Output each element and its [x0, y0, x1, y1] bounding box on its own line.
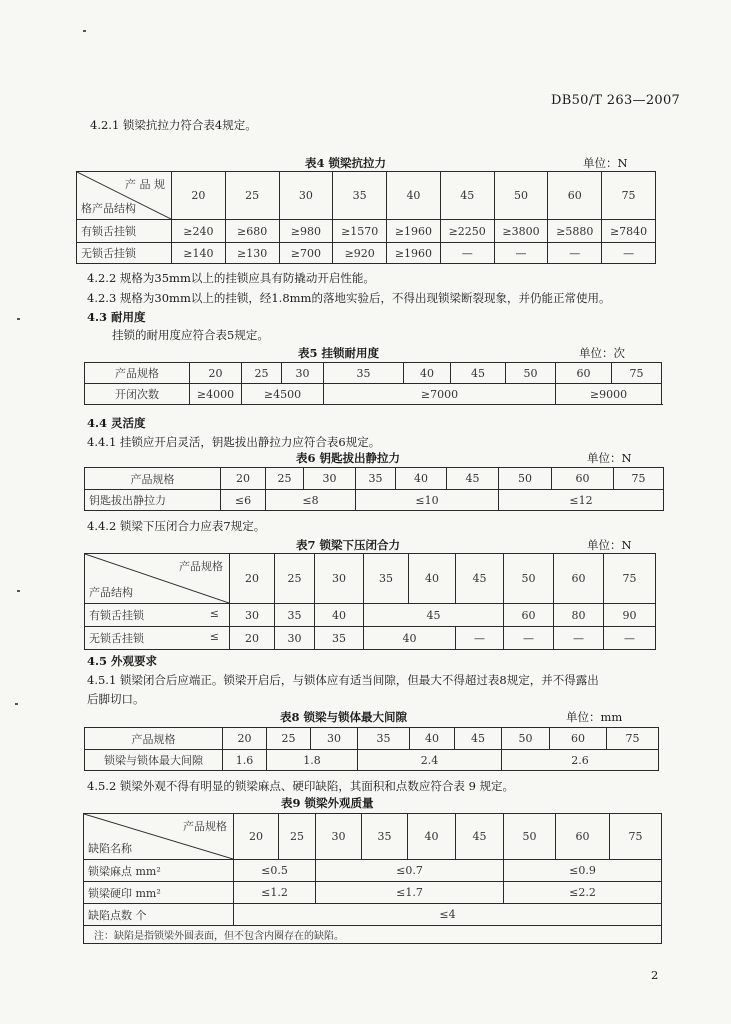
table9-corner-cell: 产品规格 缺陷名称: [84, 814, 234, 860]
table-cell: ≥1570: [333, 220, 387, 243]
table7-col-header: 45: [456, 554, 504, 604]
table9-col-header: 40: [408, 814, 456, 860]
table-cell: ≤1.7: [316, 882, 504, 904]
table5-col-header: 25: [242, 363, 282, 384]
table-cell: ≥680: [225, 220, 279, 243]
table-cell: ≥3800: [494, 220, 548, 243]
table-cell: ≥2250: [440, 220, 494, 243]
table5-col-header: 20: [190, 363, 242, 384]
table-cell: ≤8: [266, 490, 356, 511]
scan-mark: [17, 318, 20, 320]
table4: [76, 171, 656, 264]
table-cell: ≤12: [499, 490, 664, 511]
table-row: [77, 243, 656, 264]
table8-col-header: 35: [358, 728, 410, 750]
clause-4-2-2: 4.2.2 规格为35mm以上的挂锁应具有防撬动开启性能。: [87, 271, 375, 285]
table-cell: 20: [230, 627, 275, 650]
table6-col-header: 35: [356, 468, 396, 490]
table6-col-header: 30: [304, 468, 356, 490]
table-cell: ≤1.2: [234, 882, 316, 904]
table8-col-header: 50: [502, 728, 550, 750]
table7-col-header: 25: [275, 554, 315, 604]
table8-col-header: 75: [607, 728, 659, 750]
table-cell: ≥7840: [602, 220, 656, 243]
table5-col-header: 75: [612, 363, 662, 384]
table4-col-header: 60: [548, 172, 602, 220]
row-label: 无锁舌挂锁: [77, 243, 172, 264]
clause-4-5-1-cont: 后脚切口。: [87, 692, 145, 706]
table7-title: 表7 锁梁下压闭合力: [296, 538, 401, 552]
table4-col-header: 50: [494, 172, 548, 220]
table7-col-header: 50: [504, 554, 554, 604]
row-label: 无锁舌挂锁 ≤: [85, 627, 230, 650]
table7-col-header: 20: [230, 554, 275, 604]
table-cell: 2.4: [358, 750, 502, 771]
scan-mark: [17, 590, 20, 592]
scan-mark: [83, 30, 86, 32]
table4-col-header: 35: [333, 172, 387, 220]
table5-col-header: 30: [282, 363, 324, 384]
row-label: 钥匙拔出静拉力: [85, 490, 221, 511]
table-cell: ≥980: [279, 220, 333, 243]
table-cell: ≤4: [234, 904, 662, 926]
table6-col-header: 40: [396, 468, 447, 490]
table8-col-header: 40: [410, 728, 455, 750]
table-cell: ≤10: [356, 490, 499, 511]
table4-col-header: 40: [387, 172, 441, 220]
row-label: 产品规格: [85, 363, 190, 384]
row-label: 有锁舌挂锁: [77, 220, 172, 243]
table8-col-header: 25: [267, 728, 311, 750]
table8-col-header: 20: [223, 728, 267, 750]
row-label: 缺陷点数 个: [84, 904, 234, 926]
table7-col-header: 40: [409, 554, 456, 604]
table8-col-header: 45: [455, 728, 502, 750]
table5-title: 表5 挂锁耐用度: [298, 346, 380, 360]
table9-title: 表9 锁梁外观质量: [281, 796, 374, 810]
table-cell: —: [494, 243, 548, 264]
table4-col-header: 20: [172, 172, 226, 220]
table5-col-header: 50: [506, 363, 556, 384]
table-row: [84, 904, 662, 926]
table7-corner-cell: 产品规格 产品结构: [85, 554, 230, 604]
table9-col-header: 50: [504, 814, 556, 860]
scan-mark: [15, 703, 18, 705]
table-cell: 60: [504, 604, 554, 627]
table-row: [84, 860, 662, 882]
table-cell: ≤2.2: [504, 882, 662, 904]
table6-col-header: 20: [221, 468, 266, 490]
clause-4-3-body: 挂锁的耐用度应符合表5规定。: [112, 328, 269, 342]
table-cell: —: [504, 627, 554, 650]
row-label: 锁梁硬印 mm²: [84, 882, 234, 904]
table4-col-header: 25: [225, 172, 279, 220]
table9-col-header: 60: [556, 814, 610, 860]
table5-col-header: 60: [556, 363, 612, 384]
table-cell: ≥9000: [556, 384, 662, 405]
table9-col-header: 45: [456, 814, 504, 860]
row-label: 锁梁与锁体最大间隙: [85, 750, 223, 771]
row-label: 锁梁麻点 mm²: [84, 860, 234, 882]
table4-col-header: 30: [279, 172, 333, 220]
clause-4-2-3: 4.2.3 规格为30mm以上的挂锁，经1.8mm的落地实验后，不得出现锁梁断裂现象，并仍能正常使用。: [87, 291, 611, 305]
table-cell: ≥4500: [242, 384, 324, 405]
section-4-5-heading: 4.5 外观要求: [87, 654, 158, 668]
table8-col-header: 30: [311, 728, 358, 750]
table5: [84, 362, 662, 405]
table-cell: —: [604, 627, 656, 650]
section-4-4-heading: 4.4 灵活度: [87, 416, 146, 430]
table7-col-header: 75: [604, 554, 656, 604]
table4-corner-cell: 产 品 规 格产品结构: [77, 172, 172, 220]
table-cell: ≥1960: [387, 243, 441, 264]
table-row: [85, 384, 662, 405]
table-row: [84, 882, 662, 904]
table7: [84, 553, 656, 650]
table6-col-header: 25: [266, 468, 304, 490]
table-cell: ≤0.7: [316, 860, 504, 882]
table-cell: —: [602, 243, 656, 264]
table7-col-header: 30: [315, 554, 364, 604]
table5-col-header: 45: [451, 363, 506, 384]
table-cell: 45: [364, 604, 504, 627]
table8-col-header: 60: [550, 728, 607, 750]
table6-title: 表6 钥匙拔出静拉力: [296, 451, 401, 465]
table-cell: ≥920: [333, 243, 387, 264]
table9-col-header: 30: [316, 814, 362, 860]
table5-unit: 单位：次: [579, 346, 625, 360]
table-cell: 80: [554, 604, 604, 627]
table-cell: 30: [230, 604, 275, 627]
table-cell: 30: [275, 627, 315, 650]
row-label: 产品规格: [85, 468, 221, 490]
table-cell: —: [548, 243, 602, 264]
clause-4-5-2: 4.5.2 锁梁外观不得有明显的锁梁麻点、硬印缺陷，其面积和点数应符合表 9 规定。: [87, 779, 515, 793]
table-cell: —: [554, 627, 604, 650]
table9-col-header: 20: [234, 814, 279, 860]
table-row: [85, 490, 664, 511]
table-cell: ≥5880: [548, 220, 602, 243]
table-cell: 1.8: [267, 750, 358, 771]
table6: [84, 467, 664, 511]
table4-col-header: 45: [440, 172, 494, 220]
table-cell: ≥1960: [387, 220, 441, 243]
table-row: [85, 627, 656, 650]
table9-note: 注：缺陷是指锁梁外圆表面，但不包含内圈存在的缺陷。: [84, 926, 662, 944]
table-cell: 40: [315, 604, 364, 627]
table9-col-header: 35: [362, 814, 408, 860]
table-row: [77, 220, 656, 243]
table5-col-header: 40: [404, 363, 451, 384]
page-number: 2: [651, 968, 659, 982]
table-cell: 35: [315, 627, 364, 650]
clause-4-4-1: 4.4.1 挂锁应开启灵活，钥匙拔出静拉力应符合表6规定。: [87, 435, 381, 449]
table-cell: 40: [364, 627, 456, 650]
table-cell: 2.6: [502, 750, 659, 771]
table-cell: ≥4000: [190, 384, 242, 405]
row-label: 有锁舌挂锁 ≤: [85, 604, 230, 627]
table-cell: —: [456, 627, 504, 650]
table6-unit: 单位：N: [587, 451, 632, 465]
table8-unit: 单位：mm: [566, 710, 623, 724]
table7-unit: 单位：N: [587, 538, 632, 552]
table4-col-header: 75: [602, 172, 656, 220]
row-label: 产品规格: [85, 728, 223, 750]
table-cell: ≤6: [221, 490, 266, 511]
clause-4-5-1: 4.5.1 锁梁闭合后应端正。锁梁开启后，与锁体应有适当间隙，但最大不得超过表8规定，并不得露出: [87, 673, 599, 687]
table9-col-header: 75: [610, 814, 662, 860]
table5-col-header: 35: [324, 363, 404, 384]
table7-col-header: 35: [364, 554, 409, 604]
table4-title: 表4 锁梁抗拉力: [305, 156, 387, 170]
table-cell: —: [440, 243, 494, 264]
table-cell: 90: [604, 604, 656, 627]
section-4-3-heading: 4.3 耐用度: [87, 310, 146, 324]
table-cell: ≥130: [225, 243, 279, 264]
table9: [83, 813, 662, 944]
clause-4-4-2: 4.4.2 锁梁下压闭合力应表7规定。: [87, 519, 266, 533]
table6-col-header: 50: [499, 468, 552, 490]
table-cell: 1.6: [223, 750, 267, 771]
table-cell: ≥700: [279, 243, 333, 264]
table-cell: ≤0.9: [504, 860, 662, 882]
table-cell: ≥7000: [324, 384, 556, 405]
table9-col-header: 25: [279, 814, 316, 860]
table-cell: ≥240: [172, 220, 226, 243]
table-cell: 35: [275, 604, 315, 627]
document-code: DB50/T 263—2007: [551, 93, 681, 108]
table7-col-header: 60: [554, 554, 604, 604]
table6-col-header: 60: [552, 468, 614, 490]
table8: [84, 727, 659, 771]
table6-col-header: 75: [614, 468, 664, 490]
table8-title: 表8 锁梁与锁体最大间隙: [280, 710, 408, 724]
table-row: [85, 604, 656, 627]
table-cell: ≥140: [172, 243, 226, 264]
table4-unit: 单位：N: [583, 156, 628, 170]
table6-col-header: 45: [447, 468, 499, 490]
table-cell: ≤0.5: [234, 860, 316, 882]
row-label: 开闭次数: [85, 384, 190, 405]
clause-4-2-1: 4.2.1 锁梁抗拉力符合表4规定。: [90, 118, 257, 132]
table-row: [85, 750, 659, 771]
